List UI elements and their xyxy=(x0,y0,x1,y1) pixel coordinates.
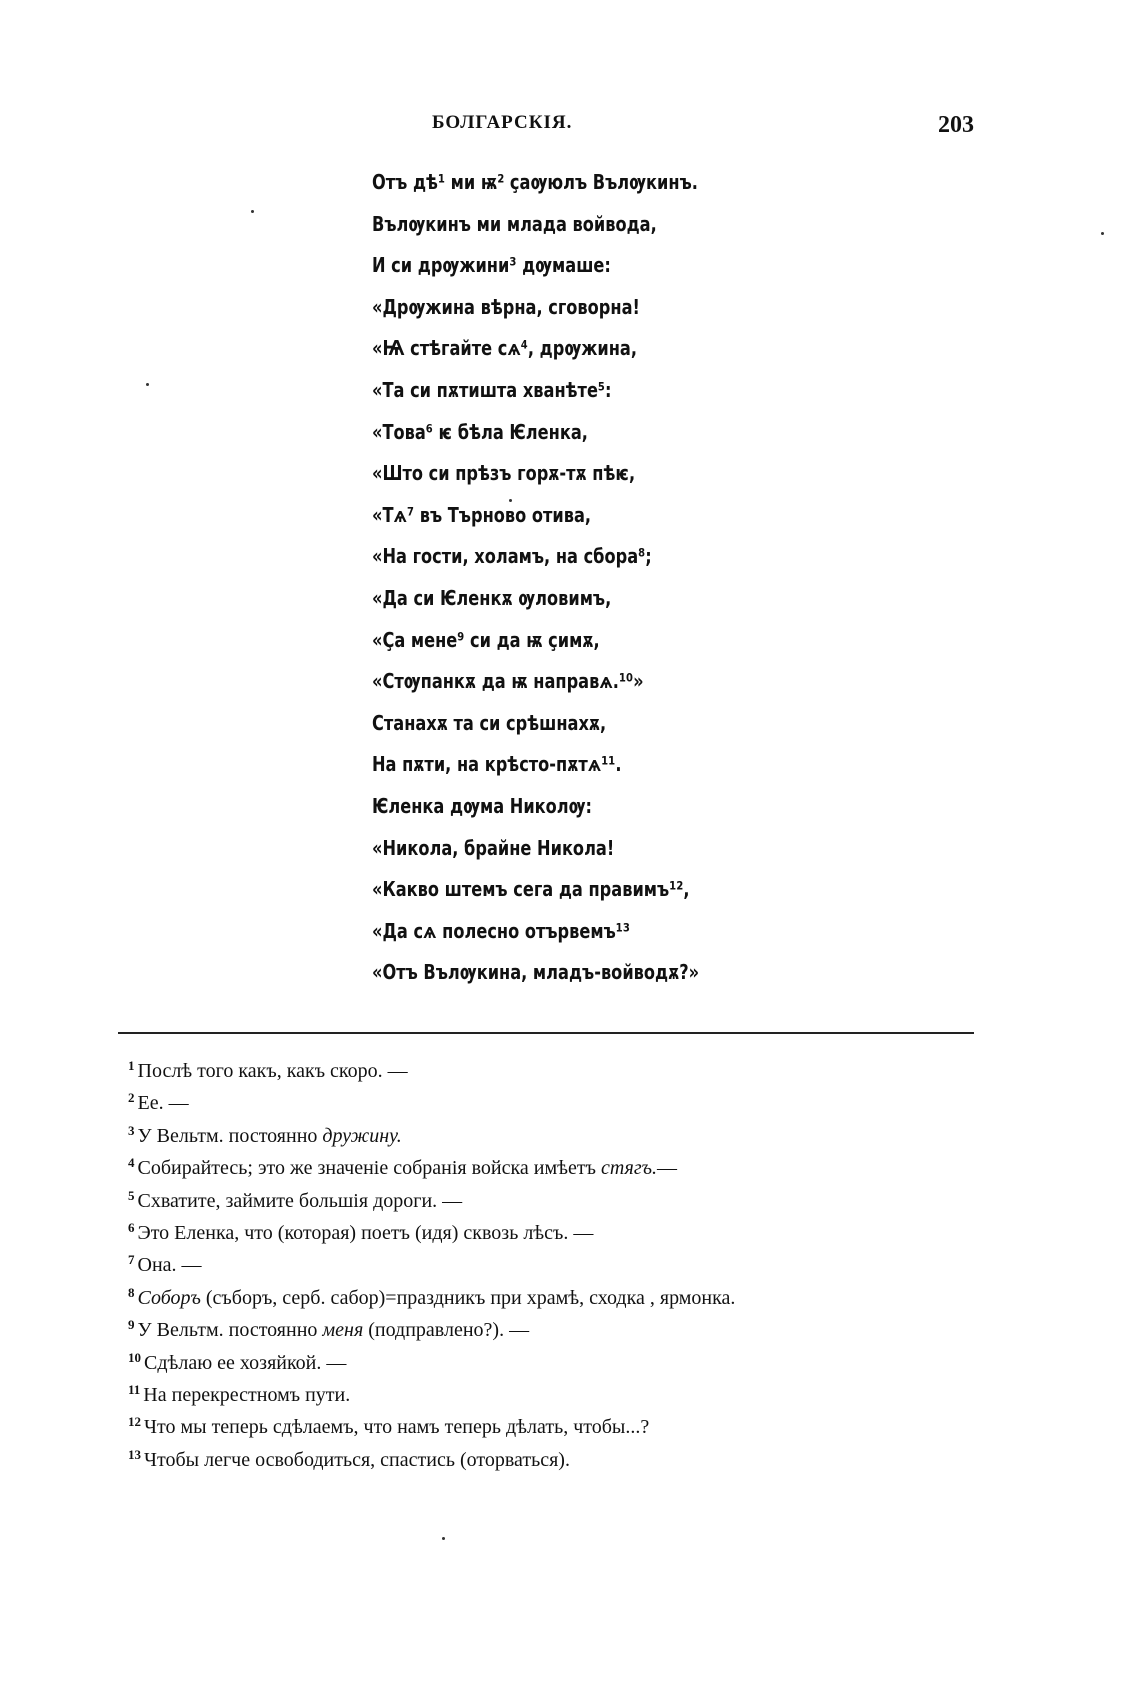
footnote xyxy=(128,1342,735,1374)
footnote-marker: 9 xyxy=(128,1317,135,1333)
footnote-marker: 5 xyxy=(128,1187,135,1203)
verse-line: «Ҫа мене⁹ си да ѭ ҫимѫ, xyxy=(372,627,600,652)
footnote xyxy=(128,1244,735,1276)
footnote xyxy=(128,1180,735,1212)
footnote xyxy=(128,1147,735,1179)
verse-line: Станахѫ та си срѣшнахѫ, xyxy=(372,710,607,735)
verse-line: «Ѩ стѣгайте сѧ⁴, дрѹжина, xyxy=(372,336,637,361)
verse-line: «Дрѹжина вѣрна, сговорна! xyxy=(372,294,640,319)
verse-line: Ѥленка дѹма Николѹ: xyxy=(372,793,593,818)
footnote-marker: 10 xyxy=(128,1349,141,1365)
verse-line: И си дрѹжини³ дѹмаше: xyxy=(372,253,611,278)
footnote-text: Схватите, займите большія дороги. — xyxy=(137,1189,463,1212)
footnote-marker: 1 xyxy=(128,1058,135,1073)
footnote-italic-text: стягъ. xyxy=(600,1157,658,1180)
verse-line: «Това⁶ ѥ бѣла Ѥленка, xyxy=(372,419,588,444)
verse-line: Отъ дѣ¹ ми ѭ² ҫаѹюлъ Вълѹкинъ. xyxy=(372,170,698,194)
footnote-text: На перекрестномъ пути. xyxy=(143,1383,351,1406)
footnote-italic-text: дружину. xyxy=(322,1124,402,1147)
footnote-text: — xyxy=(657,1157,678,1180)
footnote-marker: 4 xyxy=(128,1155,135,1171)
footnote xyxy=(128,1115,735,1147)
verse-line: «Та си пѫтишта хванѣте⁵: xyxy=(372,377,612,402)
verse-line: Вълѹкинъ ми млада войвода, xyxy=(372,211,657,236)
footnote-text: (съборъ, серб. сабор)=праздникъ при храмѣ, сходка , ярмонка. xyxy=(200,1286,736,1309)
footnote-text: Что мы теперь сдѣлаемъ, что намъ теперь дѣлать, чтобы...? xyxy=(144,1416,650,1439)
running-head: БОЛГАРСКІЯ. xyxy=(432,112,573,133)
footnote-text: У Вельтм. постоянно xyxy=(137,1124,323,1147)
footnote-marker: 12 xyxy=(128,1414,141,1430)
footnote-marker: 3 xyxy=(128,1122,135,1138)
footnote xyxy=(128,1439,735,1471)
footnote xyxy=(128,1406,735,1438)
page-number: 203 xyxy=(938,112,974,138)
verse-line: «Да си Ѥленкѫ ѹловимъ, xyxy=(372,585,612,610)
footnote-text: Послѣ того какъ, какъ скоро. — xyxy=(137,1060,408,1082)
footnote-text: Сдѣлаю ее хозяйкой. — xyxy=(144,1351,347,1374)
footnote-text: Ее. — xyxy=(137,1092,189,1115)
verse-line: «Отъ Вълѹкина, младъ-войводѫ?» xyxy=(372,960,700,985)
footnote-text: (подправлено?). — xyxy=(363,1319,530,1342)
scan-speck xyxy=(1101,232,1104,235)
footnote-marker: 13 xyxy=(128,1446,141,1462)
verse-line: «Да сѧ полесно отървемъ¹³ xyxy=(372,918,630,943)
footnote-marker: 7 xyxy=(128,1252,135,1268)
footnote-text: Это Еленка, что (которая) поетъ (идя) сквозь лѣсъ. — xyxy=(137,1221,594,1244)
footnote-text: Собирайтесь; это же значеніе собранія войска имѣетъ xyxy=(137,1157,601,1180)
verse-line: «Стѹпанкѫ да ѭ направѧ.¹⁰» xyxy=(372,669,644,694)
footnote xyxy=(128,1374,735,1406)
footnote-text: У Вельтм. постоянно xyxy=(137,1319,323,1342)
scan-speck xyxy=(251,210,254,213)
scan-speck xyxy=(442,1537,445,1540)
footnote-marker: 8 xyxy=(128,1284,135,1300)
verse-line: «На гости, холамъ, на сбора⁸; xyxy=(372,544,652,569)
footnote-marker: 6 xyxy=(128,1219,135,1235)
footnote xyxy=(128,1277,735,1309)
verse-line: На пѫти, на крѣсто-пѫтѧ¹¹. xyxy=(372,752,622,777)
footnote xyxy=(128,1050,735,1082)
footnote-divider xyxy=(118,1032,974,1034)
verse-line: «Што си прѣзъ горѫ-тѫ пѣѥ, xyxy=(372,461,636,486)
verse-line: «Тѧ⁷ въ Търново отива, xyxy=(372,502,592,527)
footnote-italic-text: Соборъ xyxy=(137,1286,201,1309)
verse-line: «Никола, брайне Никола! xyxy=(372,835,615,860)
footnote-marker: 2 xyxy=(128,1090,135,1106)
footnote-text: Чтобы легче освободиться, спастись (оторваться). xyxy=(144,1448,570,1471)
verse-text xyxy=(372,162,735,994)
verse-line: «Какво штемъ сега да правимъ¹², xyxy=(372,877,690,902)
footnote-text: Она. — xyxy=(137,1254,202,1277)
footnote-italic-text: меня xyxy=(322,1319,364,1342)
scan-speck xyxy=(146,383,149,386)
footnotes xyxy=(128,1050,735,1471)
footnote xyxy=(128,1309,735,1341)
footnote xyxy=(128,1212,735,1244)
scan-speck xyxy=(509,499,512,502)
footnote xyxy=(128,1082,735,1114)
footnote-marker: 11 xyxy=(128,1381,141,1397)
